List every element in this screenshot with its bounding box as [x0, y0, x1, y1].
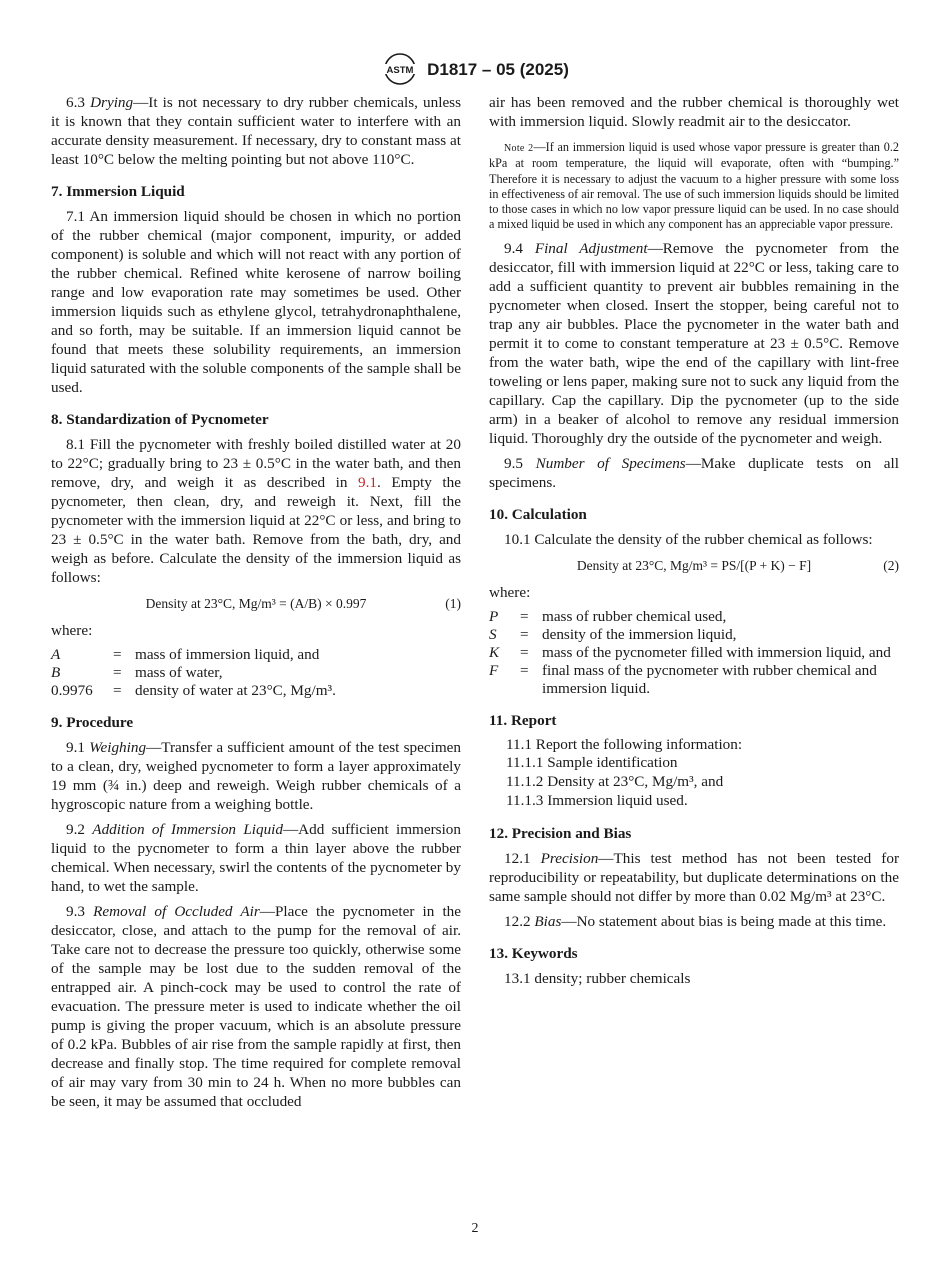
- section-7-heading: 7. Immersion Liquid: [51, 183, 185, 200]
- left-column: [51, 93, 461, 1117]
- para-10-1: 10.1 Calculate the density of the rubber chemical as follows:: [504, 530, 873, 548]
- where-label: where:: [489, 583, 531, 601]
- definition-item: P = mass of rubber chemical used,: [489, 607, 727, 625]
- section-9-heading: 9. Procedure: [51, 714, 134, 731]
- definition-item: K = mass of the pycnometer filled with immersion liquid, and: [489, 643, 891, 661]
- para-7-1: 7.1 An immersion liquid should be chosen in which no portion of the rubber chemical (major component, impurity, or added component) is soluble and which will not react with any portion of the rubber chemical. Refined white kerosene of narrow boiling range and low evaporation rate may sometimes be used. Other immersion liquids such as ethylene glycol, tetrahydronaphthalene, and so forth, may be suitable. If an immersion liquid cannot be found that meets these solubility requirements, an immersion liquid saturated with the soluble components of the sample shall be used.: [51, 208, 461, 396]
- xref-9-1-link[interactable]: 9.1: [358, 474, 378, 491]
- equation-1-number: (1): [445, 596, 461, 611]
- report-item: 11.1.2 Density at 23°C, Mg/m³, and: [506, 773, 724, 791]
- report-item: 11.1 Report the following information:: [506, 735, 743, 753]
- para-9-1: 9.1 Weighing—Transfer a sufficient amount of the test specimen to a clean, dry, weighed pycnometer to form a layer approximately 19 mm (¾ in.) deep and reweigh. Weigh rubber chemicals of a hygroscopic nature from a weighing bottle.: [51, 739, 461, 813]
- astm-logo-icon: [381, 52, 419, 86]
- para-9-2: 9.2 Addition of Immersion Liquid—Add sufficient immersion liquid to the pycnometer to form a thin layer above the rubber chemical. When necessary, swirl the contents of the pycnometer by hand, to wet the sample.: [51, 821, 461, 895]
- equation-2-expression: Density at 23°C, Mg/m³ = PS/[(P + K) − F]: [576, 557, 812, 573]
- definition-list: [51, 646, 461, 700]
- definition-item: F = final mass of the pycnometer with rubber chemical and immersion liquid.: [489, 661, 877, 697]
- section-13-heading: 13. Keywords: [489, 944, 578, 962]
- report-item: 11.1.1 Sample identification: [506, 754, 678, 772]
- equation-2: [489, 555, 899, 577]
- standard-designation: D1817 – 05 (2025): [427, 59, 569, 79]
- page-header: [0, 52, 950, 86]
- report-item: 11.1.3 Immersion liquid used.: [506, 791, 688, 809]
- equation-2-number: (2): [883, 557, 899, 573]
- para-9-3: 9.3 Removal of Occluded Air—Place the pycnometer in the desiccator, close, and attach to the pump for the removal of air. Take care not to decrease the pressure too quickly, otherwise some of the sample may be lost due to the sudden removal of the entrapped air. A pinch-cock may be used to control the rate of evacuation. The pressure meter is used to indicate whether the oil pump is giving the proper vacuum, which is an absolute pressure of 0.2 kPa. Bubbles of air rise from the sample rapidly at first, then decrease and finally stop. The time required for complete removal of air may vary from 30 min to 24 h. When no more bubbles can be seen, it may be assumed that occluded: [51, 903, 462, 1110]
- para-6-3: 6.3 Drying—It is not necessary to dry rubber chemicals, unless it is known that they contain sufficient water to interfere with an accurate density measurement. If necessary, dry to constant mass at least 10°C below the melting pointing but not above 110°C.: [51, 94, 462, 168]
- where-label: where:: [51, 622, 93, 639]
- definition-item: B = mass of water,: [51, 664, 223, 681]
- definition-list: [489, 608, 899, 698]
- para-13-1: 13.1 density; rubber chemicals: [504, 969, 691, 987]
- para-9-5: 9.5 Number of Specimens—Make duplicate tests on all specimens.: [489, 454, 899, 491]
- page-number: 2: [471, 1221, 479, 1236]
- para-12-1: 12.1 Precision—This test method has not been tested for reproducibility or repeatability, but duplicate determinations on the same sample should not differ by more than 0.02 Mg/m³ at 23°C.: [489, 849, 899, 905]
- section-12-heading: 12. Precision and Bias: [489, 824, 632, 842]
- definition-item: S = density of the immersion liquid,: [489, 625, 737, 643]
- note-2: Note 2—If an immersion liquid is used whose vapor pressure is greater than 0.2 kPa at room temperature, the liquid will evaporate, often with “bumping.” Therefore it is necessary to adjust the vacuum to a higher pressure with some loss in effectiveness of air removal. The use of such immersion liquids should be limited to those cases in which no low vapor pressure liquid can be used. In no case should a mixed liquid be used in which any component has an appreciable vapor pressure.: [489, 140, 899, 232]
- section-8-heading: 8. Standardization of Pycnometer: [51, 411, 269, 428]
- para-8-1: 8.1 Fill the pycnometer with freshly boiled distilled water at 20 to 22°C; gradually bring to 23 ± 0.5°C in the water bath, and then remove, dry, and weigh it as described in 9.1. Empty the pycnometer, then clean, dry, and reweigh it. Next, fill the pycnometer with the immersion liquid at 22°C or less, and bring to 23 ± 0.5°C in the water bath. Remove from the bath, dry, and weigh as before. Calculate the density of the immersion liquid as follows:: [51, 436, 461, 586]
- equation-1-expression: Density at 23°C, Mg/m³ = (A/B) × 0.997: [145, 596, 367, 611]
- para-9-4: 9.4 Final Adjustment—Remove the pycnometer from the desiccator, fill with immersion liquid at 22°C or less, taking care to add a sufficient quantity to prevent air bubbles remaining in the pycnometer when closed. Insert the stopper, being careful not to trap any air bubbles. Place the pycnometer in the water bath and permit it to come to constant temperature at 23 ± 0.5°C. Remove from the water bath, wipe the end of the capillary with lint-free toweling or lens paper, making sure not to suck any liquid from the capillary. Cap the capillary. Dip the pycnometer (up to the side arm) in a beaker of alcohol to remove any residual immersion liquid. Thoroughly dry the outside of the pycnometer and weigh.: [489, 239, 900, 447]
- right-column: [489, 93, 899, 994]
- svg-text:ASTM: ASTM: [386, 65, 414, 76]
- section-11-heading: 11. Report: [489, 711, 557, 729]
- equation-1: [51, 593, 461, 615]
- para-9-3-continued: air has been removed and the rubber chemical is thoroughly wet with immersion liquid. Slowly readmit air to the desiccator.: [489, 94, 899, 130]
- definition-item: A = mass of immersion liquid, and: [51, 646, 320, 663]
- para-12-2: 12.2 Bias—No statement about bias is being made at this time.: [504, 912, 887, 930]
- definition-item: 0.9976 = density of water at 23°C, Mg/m³.: [51, 682, 336, 699]
- section-10-heading: 10. Calculation: [489, 505, 587, 523]
